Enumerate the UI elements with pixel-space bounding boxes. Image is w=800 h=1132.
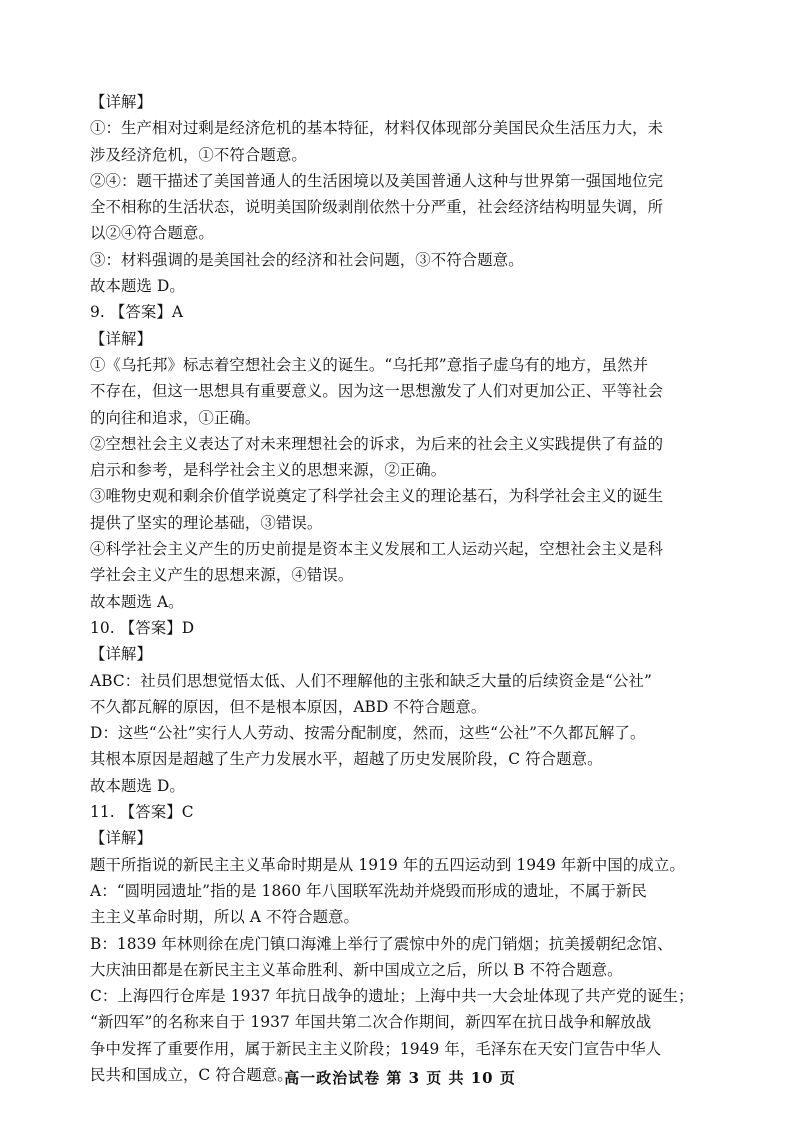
text-line: A：“圆明园遗址”指的是 1860 年八国联军洗劫并烧毁而形成的遗址，不属于新民 — [90, 881, 647, 900]
text-line: 的向往和追求，①正确。 — [90, 408, 261, 427]
text-line: ②空想社会主义表达了对未来理想社会的诉求，为后来的社会主义实践提供了有益的 — [90, 434, 664, 453]
text-line: 【详解】 — [90, 645, 152, 664]
text-line: 提供了坚实的理论基础，③错误。 — [90, 513, 323, 532]
text-line: 【详解】 — [90, 93, 152, 111]
text-line: ①：生产相对过剩是经济危机的基本特征，材料仅体现部分美国民众生活压力大，未 — [90, 119, 664, 138]
text-line: 其根本原因是超越了生产力发展水平，超越了历史发展阶段，C 符合题意。 — [90, 750, 603, 769]
text-line: 启示和参考，是科学社会主义的思想来源，②正确。 — [90, 461, 447, 480]
text-line: ABC：社员们思想觉悟太低、人们不理解他的主张和缺乏大量的后续资金是“公社” — [90, 671, 652, 690]
text-line: ③：材料强调的是美国社会的经济和社会问题，③不符合题意。 — [90, 250, 524, 269]
text-line: 学社会主义产生的思想来源，④错误。 — [90, 566, 354, 585]
text-line: 全不相称的生活状态，说明美国阶级剥削依然十分严重，社会经济结构明显失调，所 — [90, 198, 664, 217]
page-footer: 高一政治试卷 第 3 页 共 10 页 — [284, 1069, 516, 1087]
text-line: 大庆油田都是在新民主主义革命胜利、新中国成立之后，所以 B 不符合题意。 — [90, 960, 623, 979]
text-line: ②④：题干描述了美国普通人的生活困境以及美国普通人这种与世界第一强国地位完 — [90, 171, 664, 190]
answer-heading-10: 10. 【答案】D — [90, 618, 195, 637]
text-line: 以②④符合题意。 — [90, 224, 214, 243]
document-body — [90, 89, 715, 1088]
text-line: 【详解】 — [90, 329, 152, 348]
text-line: “新四军”的名称来自于 1937 年国共第二次合作期间，新四军在抗日战争和解放战 — [90, 1013, 652, 1032]
text-line: D：这些“公社”实行人人劳动、按需分配制度，然而，这些“公社”不久都瓦解了。 — [90, 724, 646, 743]
text-line: 故本题选 D。 — [90, 776, 185, 795]
text-line: 争中发挥了重要作用，属于新民主主义阶段；1949 年，毛泽东在天安门宣告中华人 — [90, 1039, 662, 1058]
text-line: B：1839 年林则徐在虎门镇口海滩上举行了震惊中外的虎门销烟；抗美援朝纪念馆、 — [90, 934, 673, 953]
text-line: 涉及经济危机，①不符合题意。 — [90, 145, 307, 164]
answer-heading-9: 9. 【答案】A — [90, 303, 184, 322]
text-line: ④科学社会主义产生的历史前提是资本主义发展和工人运动兴起，空想社会主义是科 — [90, 540, 664, 559]
text-line: 不存在，但这一思想具有重要意义。因为这一思想激发了人们对更加公正、平等社会 — [90, 382, 664, 401]
text-line: ③唯物史观和剩余价值学说奠定了科学社会主义的理论基石，为科学社会主义的诞生 — [90, 487, 664, 506]
text-line: 【详解】 — [90, 829, 152, 848]
text-line: 主主义革命时期，所以 A 不符合题意。 — [90, 908, 360, 927]
text-line: 故本题选 A。 — [90, 592, 184, 611]
text-line: 民共和国成立，C 符合题意。 — [90, 1065, 293, 1084]
answer-heading-11: 11. 【答案】C — [90, 803, 194, 822]
text-line: 题干所指说的新民主主义革命时期是从 1919 年的五四运动到 1949 年新中国的成立。 — [90, 855, 685, 874]
text-line: 故本题选 D。 — [90, 277, 185, 296]
text-line: ①《乌托邦》标志着空想社会主义的诞生。“乌托邦”意指子虚乌有的地方，虽然并 — [90, 355, 649, 374]
text-line: C：上海四行仓库是 1937 年抗日战争的遗址；上海中共一大会址体现了共产党的诞生； — [90, 987, 694, 1006]
text-line: 不久都瓦解的原因，但不是根本原因，ABD 不符合题意。 — [90, 697, 487, 716]
